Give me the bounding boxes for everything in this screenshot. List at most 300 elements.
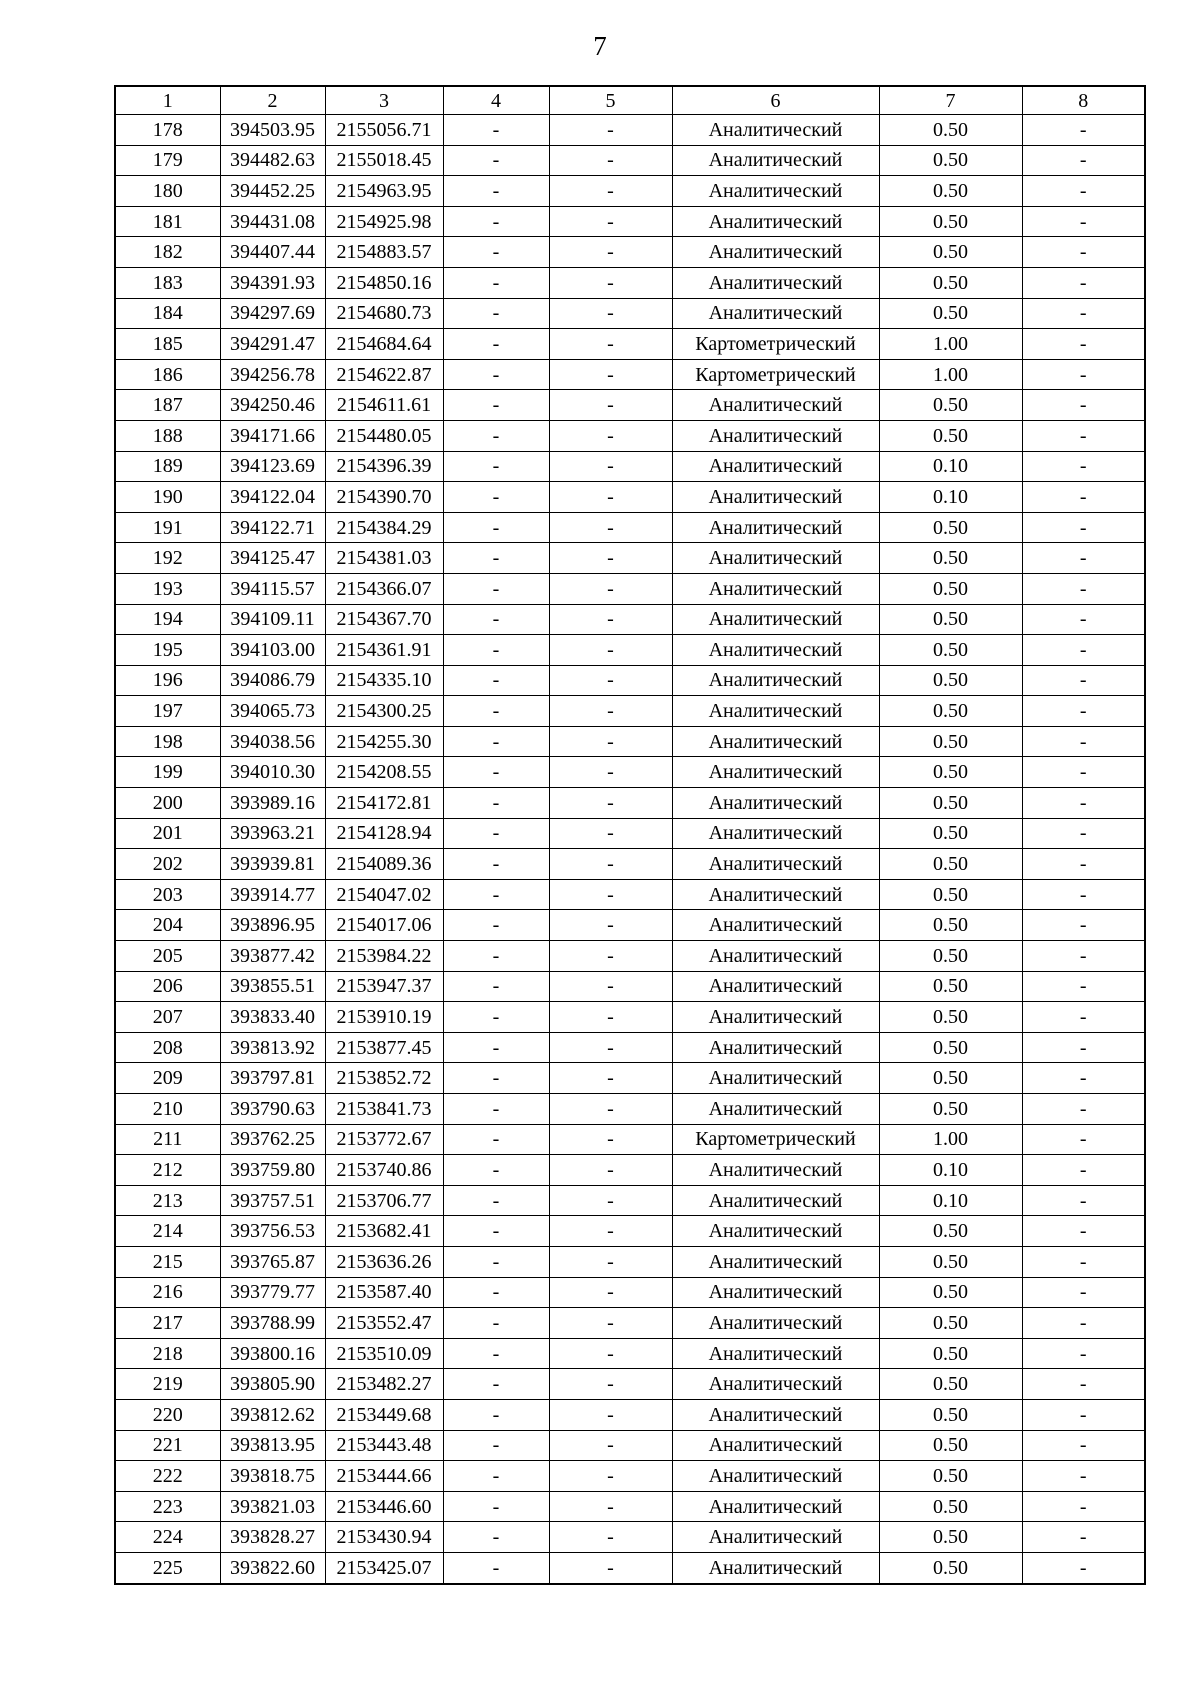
cell-column-4: - [443, 206, 549, 237]
cell-column-5: - [549, 512, 672, 543]
cell-column-8: - [1022, 1002, 1145, 1033]
cell-accuracy: 0.50 [879, 1308, 1022, 1339]
cell-method: Аналитический [672, 1369, 879, 1400]
cell-column-4: - [443, 1185, 549, 1216]
cell-accuracy: 0.50 [879, 1369, 1022, 1400]
cell-column-5: - [549, 145, 672, 176]
table-row [115, 1369, 1145, 1400]
cell-y-coordinate: 2154300.25 [325, 696, 443, 727]
cell-x-coordinate: 394291.47 [220, 329, 325, 360]
cell-y-coordinate: 2153443.48 [325, 1430, 443, 1461]
cell-accuracy: 0.50 [879, 115, 1022, 146]
cell-point-number: 217 [115, 1308, 220, 1339]
cell-column-8: - [1022, 267, 1145, 298]
page-number: 7 [593, 31, 607, 61]
cell-column-8: - [1022, 1032, 1145, 1063]
cell-point-number: 184 [115, 298, 220, 329]
cell-column-8: - [1022, 1491, 1145, 1522]
table-row [115, 329, 1145, 360]
cell-accuracy: 0.50 [879, 206, 1022, 237]
cell-column-8: - [1022, 573, 1145, 604]
cell-column-8: - [1022, 1369, 1145, 1400]
table-row [115, 910, 1145, 941]
table-row [115, 788, 1145, 819]
table-header [115, 86, 1145, 115]
table-row [115, 237, 1145, 268]
cell-column-5: - [549, 1461, 672, 1492]
cell-x-coordinate: 394503.95 [220, 115, 325, 146]
table-row [115, 1461, 1145, 1492]
cell-column-4: - [443, 1461, 549, 1492]
cell-method: Аналитический [672, 1308, 879, 1339]
cell-y-coordinate: 2155056.71 [325, 115, 443, 146]
cell-y-coordinate: 2154925.98 [325, 206, 443, 237]
cell-x-coordinate: 393788.99 [220, 1308, 325, 1339]
cell-accuracy: 0.50 [879, 390, 1022, 421]
cell-point-number: 206 [115, 971, 220, 1002]
cell-method: Аналитический [672, 910, 879, 941]
cell-column-4: - [443, 237, 549, 268]
table-row [115, 482, 1145, 513]
cell-point-number: 186 [115, 359, 220, 390]
cell-column-5: - [549, 390, 672, 421]
cell-y-coordinate: 2153587.40 [325, 1277, 443, 1308]
cell-column-4: - [443, 1338, 549, 1369]
cell-column-8: - [1022, 115, 1145, 146]
cell-point-number: 216 [115, 1277, 220, 1308]
cell-column-8: - [1022, 390, 1145, 421]
cell-y-coordinate: 2154396.39 [325, 451, 443, 482]
cell-column-4: - [443, 1430, 549, 1461]
cell-column-4: - [443, 910, 549, 941]
cell-y-coordinate: 2153449.68 [325, 1399, 443, 1430]
cell-column-8: - [1022, 1185, 1145, 1216]
cell-y-coordinate: 2154381.03 [325, 543, 443, 574]
cell-x-coordinate: 393759.80 [220, 1155, 325, 1186]
cell-column-4: - [443, 390, 549, 421]
column-header-7: 7 [879, 86, 1022, 115]
cell-point-number: 193 [115, 573, 220, 604]
table-row [115, 1246, 1145, 1277]
cell-y-coordinate: 2154480.05 [325, 420, 443, 451]
cell-point-number: 195 [115, 635, 220, 666]
column-header-5: 5 [549, 86, 672, 115]
table-row [115, 573, 1145, 604]
cell-y-coordinate: 2153482.27 [325, 1369, 443, 1400]
cell-column-5: - [549, 482, 672, 513]
cell-column-5: - [549, 1002, 672, 1033]
cell-accuracy: 0.50 [879, 573, 1022, 604]
cell-column-8: - [1022, 329, 1145, 360]
cell-method: Аналитический [672, 1277, 879, 1308]
table-row [115, 849, 1145, 880]
cell-y-coordinate: 2153852.72 [325, 1063, 443, 1094]
cell-column-4: - [443, 573, 549, 604]
cell-x-coordinate: 394123.69 [220, 451, 325, 482]
cell-x-coordinate: 394122.71 [220, 512, 325, 543]
table-row [115, 635, 1145, 666]
cell-x-coordinate: 393805.90 [220, 1369, 325, 1400]
cell-column-5: - [549, 543, 672, 574]
cell-method: Аналитический [672, 1491, 879, 1522]
cell-column-5: - [549, 788, 672, 819]
cell-x-coordinate: 393762.25 [220, 1124, 325, 1155]
table-row [115, 145, 1145, 176]
cell-method: Аналитический [672, 420, 879, 451]
cell-y-coordinate: 2154963.95 [325, 176, 443, 207]
cell-column-4: - [443, 298, 549, 329]
table-row [115, 1399, 1145, 1430]
cell-x-coordinate: 393765.87 [220, 1246, 325, 1277]
cell-y-coordinate: 2154089.36 [325, 849, 443, 880]
cell-column-8: - [1022, 757, 1145, 788]
cell-column-8: - [1022, 1522, 1145, 1553]
cell-column-5: - [549, 359, 672, 390]
cell-column-4: - [443, 451, 549, 482]
cell-x-coordinate: 394125.47 [220, 543, 325, 574]
cell-y-coordinate: 2153877.45 [325, 1032, 443, 1063]
cell-method: Аналитический [672, 237, 879, 268]
table-row [115, 267, 1145, 298]
cell-accuracy: 0.50 [879, 267, 1022, 298]
cell-x-coordinate: 393821.03 [220, 1491, 325, 1522]
cell-column-5: - [549, 237, 672, 268]
cell-y-coordinate: 2153552.47 [325, 1308, 443, 1339]
cell-column-8: - [1022, 1552, 1145, 1583]
cell-x-coordinate: 393914.77 [220, 879, 325, 910]
coordinates-table [114, 85, 1146, 1585]
table-row [115, 1216, 1145, 1247]
cell-x-coordinate: 393757.51 [220, 1185, 325, 1216]
cell-column-4: - [443, 1522, 549, 1553]
cell-x-coordinate: 393813.95 [220, 1430, 325, 1461]
cell-y-coordinate: 2153947.37 [325, 971, 443, 1002]
cell-point-number: 183 [115, 267, 220, 298]
table-row [115, 176, 1145, 207]
cell-method: Аналитический [672, 879, 879, 910]
cell-method: Аналитический [672, 757, 879, 788]
cell-method: Аналитический [672, 1430, 879, 1461]
table-row [115, 1155, 1145, 1186]
column-header-4: 4 [443, 86, 549, 115]
cell-method: Аналитический [672, 573, 879, 604]
cell-point-number: 224 [115, 1522, 220, 1553]
cell-x-coordinate: 394297.69 [220, 298, 325, 329]
cell-method: Картометрический [672, 359, 879, 390]
cell-column-4: - [443, 1369, 549, 1400]
cell-point-number: 192 [115, 543, 220, 574]
cell-y-coordinate: 2153706.77 [325, 1185, 443, 1216]
cell-point-number: 208 [115, 1032, 220, 1063]
cell-accuracy: 0.50 [879, 1216, 1022, 1247]
cell-x-coordinate: 393790.63 [220, 1094, 325, 1125]
cell-column-8: - [1022, 910, 1145, 941]
cell-x-coordinate: 393939.81 [220, 849, 325, 880]
cell-column-8: - [1022, 849, 1145, 880]
cell-column-8: - [1022, 726, 1145, 757]
cell-column-5: - [549, 1552, 672, 1583]
cell-y-coordinate: 2153510.09 [325, 1338, 443, 1369]
cell-column-8: - [1022, 941, 1145, 972]
cell-column-8: - [1022, 1094, 1145, 1125]
cell-method: Аналитический [672, 1063, 879, 1094]
cell-column-4: - [443, 543, 549, 574]
cell-point-number: 222 [115, 1461, 220, 1492]
cell-column-4: - [443, 788, 549, 819]
cell-column-5: - [549, 1032, 672, 1063]
table-row [115, 1308, 1145, 1339]
cell-column-5: - [549, 635, 672, 666]
cell-column-4: - [443, 696, 549, 727]
cell-column-8: - [1022, 665, 1145, 696]
cell-column-5: - [549, 1491, 672, 1522]
column-header-8: 8 [1022, 86, 1145, 115]
cell-method: Аналитический [672, 1185, 879, 1216]
cell-column-4: - [443, 971, 549, 1002]
cell-x-coordinate: 394109.11 [220, 604, 325, 635]
cell-method: Аналитический [672, 206, 879, 237]
cell-y-coordinate: 2153740.86 [325, 1155, 443, 1186]
cell-method: Аналитический [672, 818, 879, 849]
cell-x-coordinate: 393828.27 [220, 1522, 325, 1553]
cell-accuracy: 0.50 [879, 1430, 1022, 1461]
cell-x-coordinate: 393779.77 [220, 1277, 325, 1308]
cell-method: Аналитический [672, 1002, 879, 1033]
cell-x-coordinate: 394250.46 [220, 390, 325, 421]
cell-point-number: 202 [115, 849, 220, 880]
cell-point-number: 191 [115, 512, 220, 543]
cell-column-4: - [443, 849, 549, 880]
cell-column-5: - [549, 849, 672, 880]
cell-x-coordinate: 394391.93 [220, 267, 325, 298]
table-row [115, 726, 1145, 757]
table-row [115, 390, 1145, 421]
cell-column-4: - [443, 482, 549, 513]
cell-point-number: 211 [115, 1124, 220, 1155]
cell-column-8: - [1022, 1063, 1145, 1094]
cell-accuracy: 0.50 [879, 941, 1022, 972]
cell-method: Аналитический [672, 115, 879, 146]
cell-y-coordinate: 2153636.26 [325, 1246, 443, 1277]
cell-point-number: 187 [115, 390, 220, 421]
cell-column-5: - [549, 329, 672, 360]
cell-point-number: 196 [115, 665, 220, 696]
cell-y-coordinate: 2154684.64 [325, 329, 443, 360]
cell-column-5: - [549, 726, 672, 757]
cell-column-8: - [1022, 1399, 1145, 1430]
table-row [115, 1552, 1145, 1583]
cell-accuracy: 0.50 [879, 420, 1022, 451]
cell-column-8: - [1022, 451, 1145, 482]
cell-column-5: - [549, 298, 672, 329]
cell-column-5: - [549, 1338, 672, 1369]
cell-y-coordinate: 2154680.73 [325, 298, 443, 329]
cell-x-coordinate: 393855.51 [220, 971, 325, 1002]
cell-accuracy: 0.10 [879, 451, 1022, 482]
cell-y-coordinate: 2154367.70 [325, 604, 443, 635]
cell-x-coordinate: 394065.73 [220, 696, 325, 727]
cell-x-coordinate: 394407.44 [220, 237, 325, 268]
cell-column-4: - [443, 665, 549, 696]
cell-accuracy: 0.50 [879, 543, 1022, 574]
cell-accuracy: 0.50 [879, 1002, 1022, 1033]
cell-y-coordinate: 2154172.81 [325, 788, 443, 819]
cell-column-8: - [1022, 1124, 1145, 1155]
cell-y-coordinate: 2153430.94 [325, 1522, 443, 1553]
table-body [115, 115, 1145, 1584]
cell-y-coordinate: 2153682.41 [325, 1216, 443, 1247]
table-row [115, 1491, 1145, 1522]
cell-x-coordinate: 394103.00 [220, 635, 325, 666]
cell-point-number: 210 [115, 1094, 220, 1125]
cell-method: Аналитический [672, 267, 879, 298]
cell-x-coordinate: 394038.56 [220, 726, 325, 757]
cell-method: Аналитический [672, 145, 879, 176]
cell-column-5: - [549, 420, 672, 451]
cell-accuracy: 0.50 [879, 1338, 1022, 1369]
cell-accuracy: 0.50 [879, 1461, 1022, 1492]
cell-point-number: 215 [115, 1246, 220, 1277]
cell-x-coordinate: 393822.60 [220, 1552, 325, 1583]
cell-point-number: 209 [115, 1063, 220, 1094]
cell-accuracy: 0.50 [879, 971, 1022, 1002]
cell-column-5: - [549, 757, 672, 788]
cell-y-coordinate: 2154128.94 [325, 818, 443, 849]
table-row [115, 818, 1145, 849]
cell-column-5: - [549, 665, 672, 696]
cell-x-coordinate: 394431.08 [220, 206, 325, 237]
cell-method: Аналитический [672, 696, 879, 727]
cell-accuracy: 0.10 [879, 1155, 1022, 1186]
cell-method: Аналитический [672, 1246, 879, 1277]
cell-column-8: - [1022, 543, 1145, 574]
cell-point-number: 213 [115, 1185, 220, 1216]
cell-point-number: 225 [115, 1552, 220, 1583]
cell-x-coordinate: 393800.16 [220, 1338, 325, 1369]
table-row [115, 757, 1145, 788]
cell-point-number: 194 [115, 604, 220, 635]
cell-x-coordinate: 394452.25 [220, 176, 325, 207]
column-header-2: 2 [220, 86, 325, 115]
cell-column-5: - [549, 1522, 672, 1553]
table-row [115, 1094, 1145, 1125]
cell-method: Аналитический [672, 1399, 879, 1430]
cell-method: Аналитический [672, 665, 879, 696]
cell-column-4: - [443, 420, 549, 451]
cell-x-coordinate: 394482.63 [220, 145, 325, 176]
cell-column-4: - [443, 267, 549, 298]
cell-column-4: - [443, 1552, 549, 1583]
cell-x-coordinate: 393813.92 [220, 1032, 325, 1063]
cell-accuracy: 0.50 [879, 1032, 1022, 1063]
cell-point-number: 205 [115, 941, 220, 972]
cell-column-4: - [443, 359, 549, 390]
cell-point-number: 185 [115, 329, 220, 360]
cell-method: Аналитический [672, 543, 879, 574]
cell-column-4: - [443, 1491, 549, 1522]
cell-accuracy: 0.50 [879, 757, 1022, 788]
cell-column-4: - [443, 145, 549, 176]
cell-column-5: - [549, 1094, 672, 1125]
cell-column-4: - [443, 1094, 549, 1125]
header-row [115, 86, 1145, 115]
cell-accuracy: 0.50 [879, 604, 1022, 635]
table-row [115, 1185, 1145, 1216]
table-row [115, 206, 1145, 237]
cell-y-coordinate: 2153446.60 [325, 1491, 443, 1522]
cell-column-5: - [549, 941, 672, 972]
cell-method: Аналитический [672, 298, 879, 329]
cell-x-coordinate: 393818.75 [220, 1461, 325, 1492]
cell-point-number: 181 [115, 206, 220, 237]
cell-y-coordinate: 2154361.91 [325, 635, 443, 666]
cell-y-coordinate: 2154384.29 [325, 512, 443, 543]
table-row [115, 298, 1145, 329]
cell-accuracy: 0.50 [879, 1277, 1022, 1308]
cell-accuracy: 0.50 [879, 1063, 1022, 1094]
cell-column-4: - [443, 176, 549, 207]
cell-accuracy: 0.50 [879, 788, 1022, 819]
column-header-3: 3 [325, 86, 443, 115]
table-row [115, 1430, 1145, 1461]
cell-accuracy: 1.00 [879, 1124, 1022, 1155]
cell-accuracy: 1.00 [879, 329, 1022, 360]
cell-accuracy: 0.50 [879, 298, 1022, 329]
cell-point-number: 220 [115, 1399, 220, 1430]
cell-accuracy: 0.50 [879, 145, 1022, 176]
cell-method: Аналитический [672, 390, 879, 421]
cell-column-5: - [549, 451, 672, 482]
cell-column-8: - [1022, 1430, 1145, 1461]
cell-x-coordinate: 393756.53 [220, 1216, 325, 1247]
cell-x-coordinate: 393797.81 [220, 1063, 325, 1094]
cell-point-number: 207 [115, 1002, 220, 1033]
table-row [115, 420, 1145, 451]
cell-method: Аналитический [672, 451, 879, 482]
cell-y-coordinate: 2153841.73 [325, 1094, 443, 1125]
cell-accuracy: 0.50 [879, 665, 1022, 696]
cell-column-8: - [1022, 237, 1145, 268]
table-row [115, 941, 1145, 972]
cell-x-coordinate: 393989.16 [220, 788, 325, 819]
cell-x-coordinate: 393896.95 [220, 910, 325, 941]
cell-column-4: - [443, 1032, 549, 1063]
cell-column-4: - [443, 1246, 549, 1277]
cell-y-coordinate: 2155018.45 [325, 145, 443, 176]
cell-y-coordinate: 2153444.66 [325, 1461, 443, 1492]
cell-accuracy: 0.50 [879, 849, 1022, 880]
cell-column-4: - [443, 329, 549, 360]
cell-y-coordinate: 2154335.10 [325, 665, 443, 696]
cell-x-coordinate: 393877.42 [220, 941, 325, 972]
column-header-6: 6 [672, 86, 879, 115]
cell-accuracy: 0.10 [879, 1185, 1022, 1216]
cell-method: Аналитический [672, 1552, 879, 1583]
cell-column-4: - [443, 635, 549, 666]
cell-method: Аналитический [672, 849, 879, 880]
table-row [115, 879, 1145, 910]
cell-x-coordinate: 394115.57 [220, 573, 325, 604]
cell-column-8: - [1022, 145, 1145, 176]
table-row [115, 1063, 1145, 1094]
table-row [115, 1277, 1145, 1308]
cell-accuracy: 0.10 [879, 482, 1022, 513]
cell-column-8: - [1022, 1246, 1145, 1277]
cell-y-coordinate: 2154622.87 [325, 359, 443, 390]
cell-method: Аналитический [672, 1155, 879, 1186]
cell-point-number: 197 [115, 696, 220, 727]
cell-x-coordinate: 393833.40 [220, 1002, 325, 1033]
